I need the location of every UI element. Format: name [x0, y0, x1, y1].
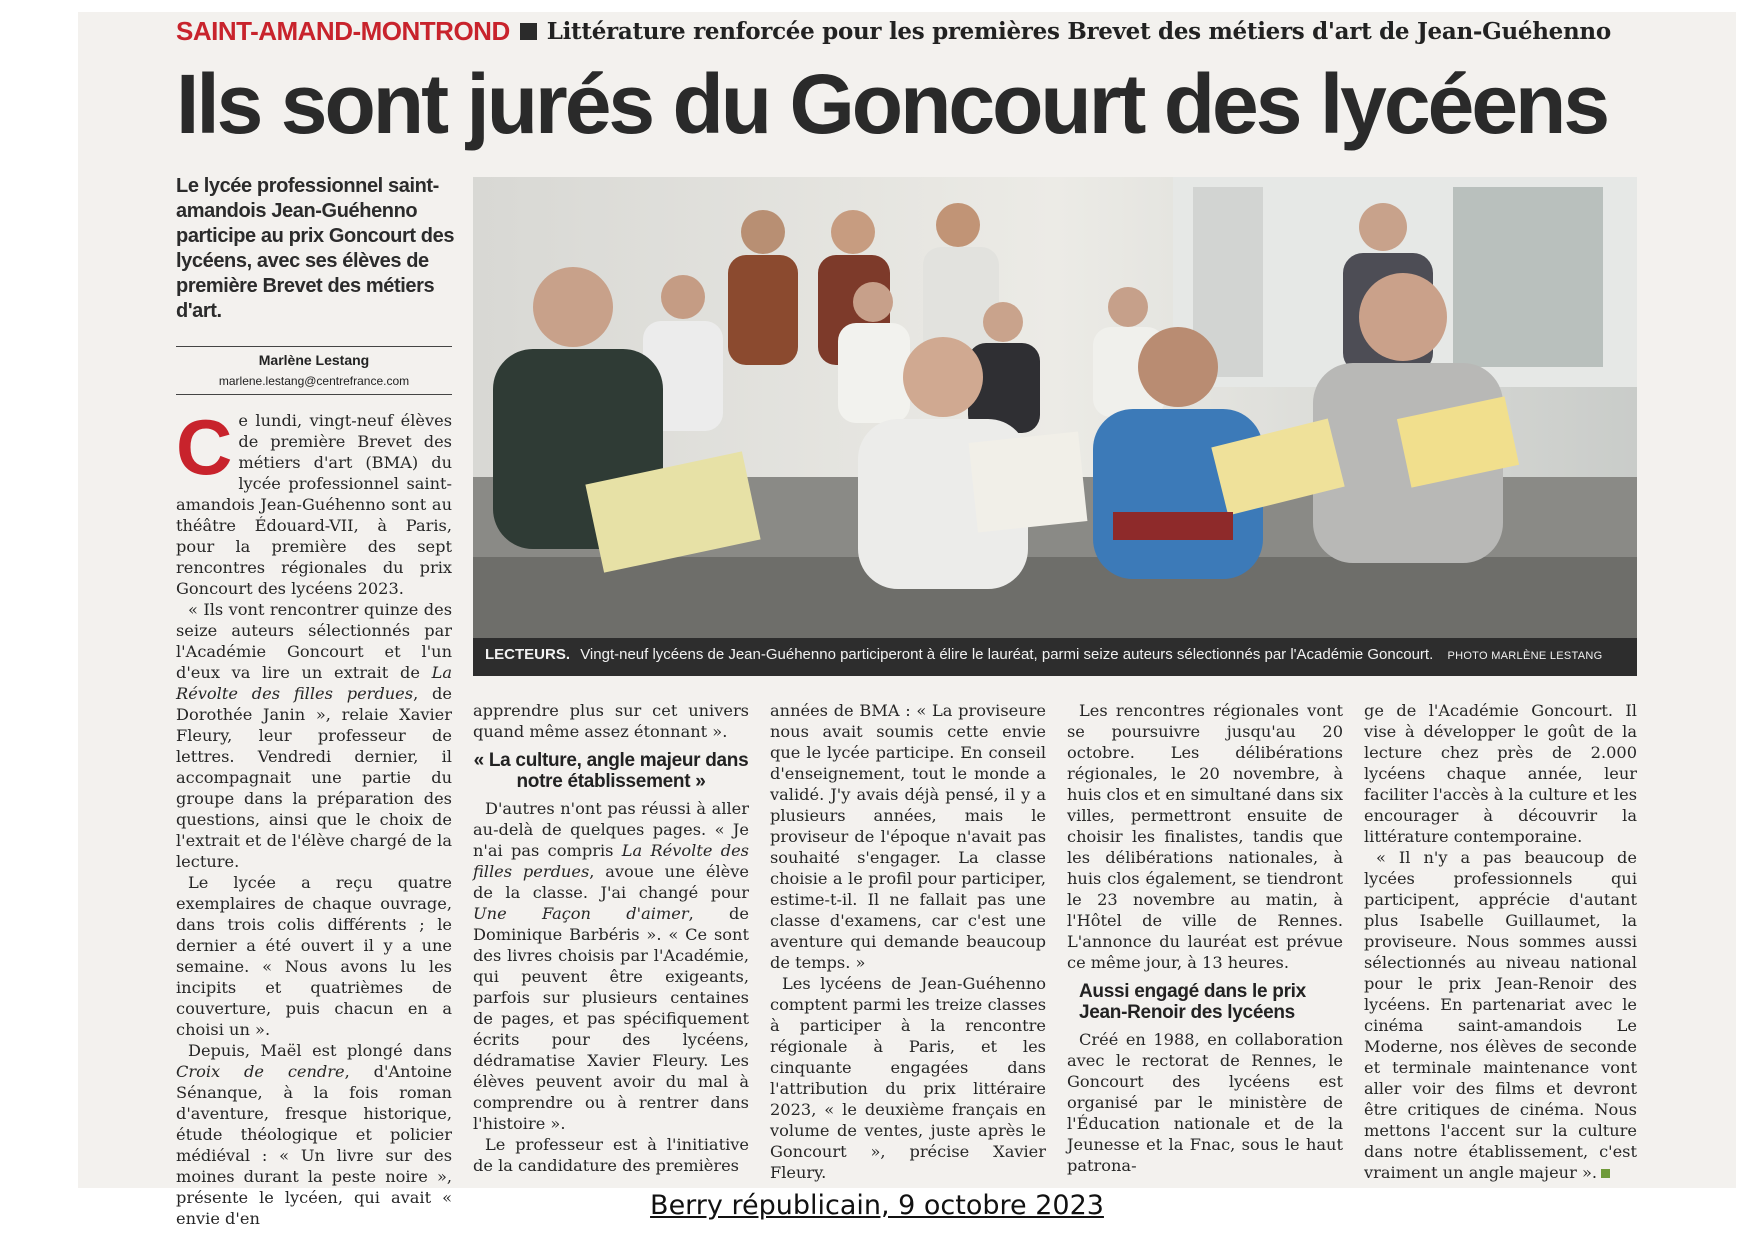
- kicker-subtitle: Littérature renforcée pour les premières Brevet des métiers d'art de Jean-Guéhenno: [546, 17, 1611, 45]
- paragraph: années de BMA : « La proviseure nous avait soumis cette envie que le lycée participe. En conseil d'enseignement, tout le monde a validé. J'y avais déjà pensé, il y a plusieurs années, mais le proviseur de l'époque n'avait pas souhaité s'engager. La classe choisie a le profil pour participer, estime-t-il. Il ne fallait pas une classe d'examens, car c'est une aventure qui demande beaucoup de temps. »: [770, 701, 1046, 972]
- caption-text: Vingt-neuf lycéens de Jean-Guéhenno participeront à élire le lauréat, parmi seize auteurs sélectionnés par l'Académie Goncourt.: [580, 646, 1434, 663]
- paragraph: « Il n'y a pas beaucoup de lycées professionnels qui participent, apprécie d'autant plus Isabelle Guillaumet, la proviseure. Nous sommes aussi sélectionnés au niveau national pour le prix Jean-Renoir des lycéens. En partenariat avec le cinéma saint-amandois Le Moderne, nos élèves de seconde et terminale maintenance vont aller voir des films et devront être critiques de cinéma. Nous mettons l'accent sur la culture dans notre établissement, c'est vraiment un angle majeur ».: [1364, 848, 1637, 1182]
- article-column-2: [473, 700, 749, 1176]
- caption-lead: LECTEURS.: [485, 646, 571, 663]
- paragraph: Les rencontres régionales vont se poursuivre jusqu'au 20 octobre. Les délibérations régionales, le 20 novembre, à huis clos et en simultané dans six villes, permettront ensuite de choisir les finalistes, tandis que les délibérations nationales, à huis clos également, se tiendront le 23 novembre au matin, à l'Hôtel de ville de Rennes. L'annonce du lauréat est prévue ce même jour, à 13 heures.: [1067, 701, 1343, 972]
- article-column-1: [176, 403, 453, 1229]
- source-citation: Berry républicain, 9 octobre 2023: [650, 1190, 1104, 1221]
- paragraph: ge de l'Académie Goncourt. Il vise à développer le goût de la lecture chez près de 2.000 lycéens chaque année, leur faciliter l'accès à la culture et les encourager à découvrir la littérature contemporaine.: [1364, 701, 1637, 846]
- paragraph: Le lycée a reçu quatre exemplaires de chaque ouvrage, dans trois colis différents ; le dernier a été ouvert il y a une semaine. « Nous avons lu les incipits et quatrièmes de couverture, puis chacun en a choisi un ».: [176, 873, 452, 1039]
- kicker: [176, 14, 1646, 48]
- article-photo: [473, 177, 1637, 676]
- author-email: marlene.lestang@centrefrance.com: [218, 374, 410, 388]
- photo-credit: PHOTO MARLÈNE LESTANG: [1447, 650, 1603, 662]
- classroom-illustration: [473, 177, 1637, 638]
- paragraph: Les lycéens de Jean-Guéhenno comptent parmi les treize classes à participer à la rencontre régionale à Paris, et les cinquante engagées dans l'attribution du prix littéraire 2023, « le deuxième français en volume de ventes, juste après le Goncourt », précise Xavier Fleury.: [770, 974, 1046, 1182]
- kicker-square-icon: [520, 23, 537, 40]
- paragraph: apprendre plus sur cet univers quand même assez étonnant ».: [473, 701, 749, 741]
- paragraph: Créé en 1988, en collaboration avec le rectorat de Rennes, le Goncourt des lycéens est organisé par le ministère de l'Éducation nationale et de la Jeunesse et la Fnac, sous le haut patrona-: [1067, 1030, 1343, 1175]
- standfirst: Le lycée professionnel saint-amandois Jean-Guéhenno participe au prix Goncourt des lycéens, avec ses élèves de première Brevet des métiers d'art.: [176, 175, 455, 322]
- article-column-3: [770, 700, 1046, 1183]
- headline: Ils sont jurés du Goncourt des lycéens: [176, 57, 1608, 151]
- subheading: Aussi engagé dans le prix Jean-Renoir des lycéens: [1079, 981, 1306, 1023]
- author-name: Marlène Lestang: [258, 352, 370, 368]
- paragraph: D'autres n'ont pas réussi à aller au-delà de quelques pages. « Je n'ai pas compris La Révolte des filles perdues, avoue une élève de la classe. J'ai changé pour Une Façon d'aimer, de Dominique Barbéris ». « Ce sont des livres choisis par l'Académie, qui peuvent être exigeants, parfois sur plusieurs centaines de pages, et pas spécifiquement écrits pour des lycéens, dédramatise Xavier Fleury. Les élèves peuvent avoir du mal à comprendre ou à rentrer dans l'histoire ».: [473, 799, 749, 1133]
- end-mark-icon: [1601, 1169, 1610, 1178]
- article-column-4: [1067, 700, 1343, 1176]
- paragraph: « Ils vont rencontrer quinze des seize auteurs sélectionnés par l'Académie Goncourt et l'un d'eux va lire un extrait de La Révolte des filles perdues, de Dorothée Janin », relaie Xavier Fleury, leur professeur de lettres. Vendredi dernier, il accompagnait une partie du groupe dans la préparation des questions, ainsi que le choix de l'extrait et de l'élève chargé de la lecture.: [176, 600, 453, 871]
- subheading: « La culture, angle majeur dans notre établissement »: [473, 750, 749, 792]
- drop-cap: C: [176, 403, 233, 491]
- paragraph: Depuis, Maël est plongé dans Croix de cendre, d'Antoine Sénanque, à la fois roman d'aventure, fresque historique, étude théologique et policier médiéval : « Un livre sur des moines durant la peste noire », présente le lycéen, qui avait « envie d'en: [176, 1041, 452, 1228]
- byline-rule-bottom: [176, 394, 452, 395]
- kicker-city: SAINT-AMAND-MONTROND: [176, 15, 510, 46]
- article-column-5: [1364, 700, 1637, 1183]
- paragraph: Ce lundi, vingt-neuf élèves de première Brevet des métiers d'art (BMA) du lycée professionnel saint-amandois Jean-Guéhenno sont au théâtre Édouard-VII, à Paris, pour la première des sept rencontres régionales du prix Goncourt des lycéens 2023.: [176, 403, 452, 598]
- photo-caption: [473, 638, 1637, 676]
- byline-rule-top: [176, 346, 452, 347]
- paragraph: Le professeur est à l'initiative de la candidature des premières: [473, 1135, 749, 1175]
